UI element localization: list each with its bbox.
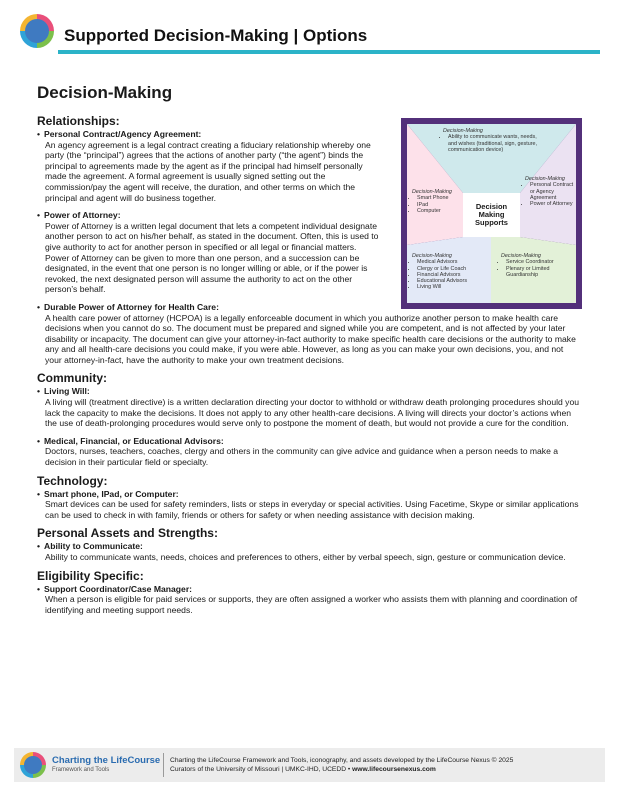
item-body: Ability to communicate wants, needs, choices and preferences to others, either by verbal speech, sign, gesture or communication device. [45, 552, 566, 562]
diagram-top-heading: Decision-Making [443, 128, 483, 134]
item-title: • Living Will: [37, 386, 582, 397]
list-item [37, 541, 582, 562]
footer-line-2 [170, 765, 513, 774]
diagram-left-item: • Computer [417, 208, 464, 214]
diagram-bottom-left-item: • Clergy or Life Coach [417, 266, 490, 272]
list-item [37, 210, 382, 295]
list-item [37, 129, 382, 203]
item-body: Smart devices can be used for safety reminders, lists or steps in everyday or special activities. Using Facetime, Skype or similar applications can be used to check in with family, friends or others for safety or when needing assistance with decision making. [45, 499, 579, 520]
item-body: Power of Attorney is a written legal document that lets a competent individual designate another person to act on his/her behalf, as stated in the document. Often, this is used to give authority to act for another person in specified or all legal or financial matters. Power of Attorney can be given to more than one person, and a succession can be designated, in the event that one person is no longer willing or able, or if the power is revoked, the next designated person will assume the authority to act on the other person’s behalf. [45, 220, 379, 295]
footer-line-1: Charting the LifeCourse Framework and Tools, iconography, and assets developed by the LifeCourse Nexus © 2025 [170, 757, 514, 764]
footer-copyright [170, 756, 513, 774]
item-title: • Smart phone, IPad, or Computer: [37, 489, 582, 500]
diagram-right-heading: Decision-Making [525, 176, 565, 182]
eligibility-section [37, 570, 582, 616]
list-item [37, 302, 582, 366]
list-item [37, 386, 582, 428]
community-section [37, 372, 582, 467]
diagram-center-label: Decision Making Supports [463, 193, 520, 237]
assets-section [37, 527, 582, 562]
footer-brand-subtitle: Framework and Tools [52, 767, 110, 773]
diagram-left-heading: Decision-Making [412, 189, 452, 195]
diagram-bottom-left-item: • Financial Advisors [417, 272, 490, 278]
item-body: A living will (treatment directive) is a written declaration directing your doctor to withhold or withdraw death prolonging procedures should you lack the capacity to make the decisions. It does not apply to any other health-care decisions. A living will directs your doctor’s actions when the use of death-prolonging procedures would serve only to postpone the moment of death, but would not provide a cure for the condition. [45, 397, 580, 429]
footer-brand: Charting the LifeCourse [52, 755, 161, 766]
diagram-right-item: • Power of Attorney [530, 201, 575, 207]
lifecourse-logo-icon [20, 14, 54, 48]
item-title: • Medical, Financial, or Educational Advisors: [37, 436, 582, 447]
diagram-left-item: • IPad [417, 202, 464, 208]
diagram-bottom-left-item: • Living Will [417, 284, 490, 290]
item-title: • Power of Attorney: [37, 210, 382, 221]
section-heading: Personal Assets and Strengths: [37, 526, 218, 541]
section-heading: Technology: [37, 473, 108, 488]
item-title: • Support Coordinator/Case Manager: [37, 584, 582, 595]
diagram-left-item: • Smart Phone [417, 195, 464, 201]
page-title: Decision-Making [37, 83, 173, 102]
item-title: • Ability to Communicate: [37, 541, 582, 552]
diagram-bottom-left-item: • Educational Advisors [417, 278, 490, 284]
list-item [37, 436, 582, 468]
diagram-bottom-left-item: • Medical Advisors [417, 259, 490, 265]
header-rule [58, 50, 600, 54]
list-item [37, 584, 582, 616]
relationships-section [37, 115, 582, 365]
header-title: Supported Decision-Making | Options [64, 26, 368, 45]
footer-divider [163, 753, 164, 777]
list-item [37, 489, 582, 521]
main-content [37, 115, 582, 622]
footer-logo-icon [20, 752, 46, 778]
section-heading: Eligibility Specific: [37, 568, 144, 583]
diagram-right-item: • Personal Contract or Agency Agreement [530, 182, 575, 201]
diagram-bottom-right-item: • Service Coordinator [506, 259, 575, 265]
item-title: • Durable Power of Attorney for Health Care: [37, 302, 582, 313]
diagram-top-item: • Ability to communicate wants, needs, and wishes (traditional, sign, gesture, communication device) [448, 134, 543, 153]
diagram-bottom-right-heading: Decision-Making [501, 253, 541, 259]
diagram-bottom-left-heading: Decision-Making [412, 253, 452, 259]
section-heading: Community: [37, 371, 107, 386]
item-body: When a person is eligible for paid services or supports, they are often assigned a worker who assists them with planning and coordination of identifying and meeting support needs. [45, 594, 578, 615]
technology-section [37, 475, 582, 521]
item-body: Doctors, nurses, teachers, coaches, clergy and others in the community can give advice and guidance when a person needs to make a decision in their particular field or specialty. [45, 446, 559, 468]
item-body: A health care power of attorney (HCPOA) is a legally enforceable document in which you authorize another person to make health care decisions when you cannot do so. The document must be prepared and signed while you are competent, and is not affected by your later disability or incapacity. The document can give your attorney-in-fact authority to make specific health care decisions or the authority to make any and all health-care decisions you could make, if you were able. However, as long as you can make your own decisions, you, and not your attorney-in-fact, have the authority to make your own treatment decisions. [45, 312, 576, 365]
footer-curators: Curators of the University of Missouri | UMKC-IHD, UCEDD • [170, 766, 353, 773]
footer-website-link[interactable]: www.lifecoursenexus.com [352, 766, 436, 773]
item-body: An agency agreement is a legal contract creating a fiduciary relationship whereby one party (the “principal”) agrees that the actions of another party (“the agent”) binds the principal to agreements made by the agent as if the principal had himself personally made the agreement. A formal agreement is usually signed setting out the commission/pay the agent will receive, the duration, and other terms on which the principal and agent will do business together. [45, 139, 371, 203]
section-heading: Relationships: [37, 114, 120, 128]
diagram-bottom-right-item: • Plenary or Limited Guardianship [506, 266, 575, 279]
item-title: • Personal Contract/Agency Agreement: [37, 129, 382, 140]
